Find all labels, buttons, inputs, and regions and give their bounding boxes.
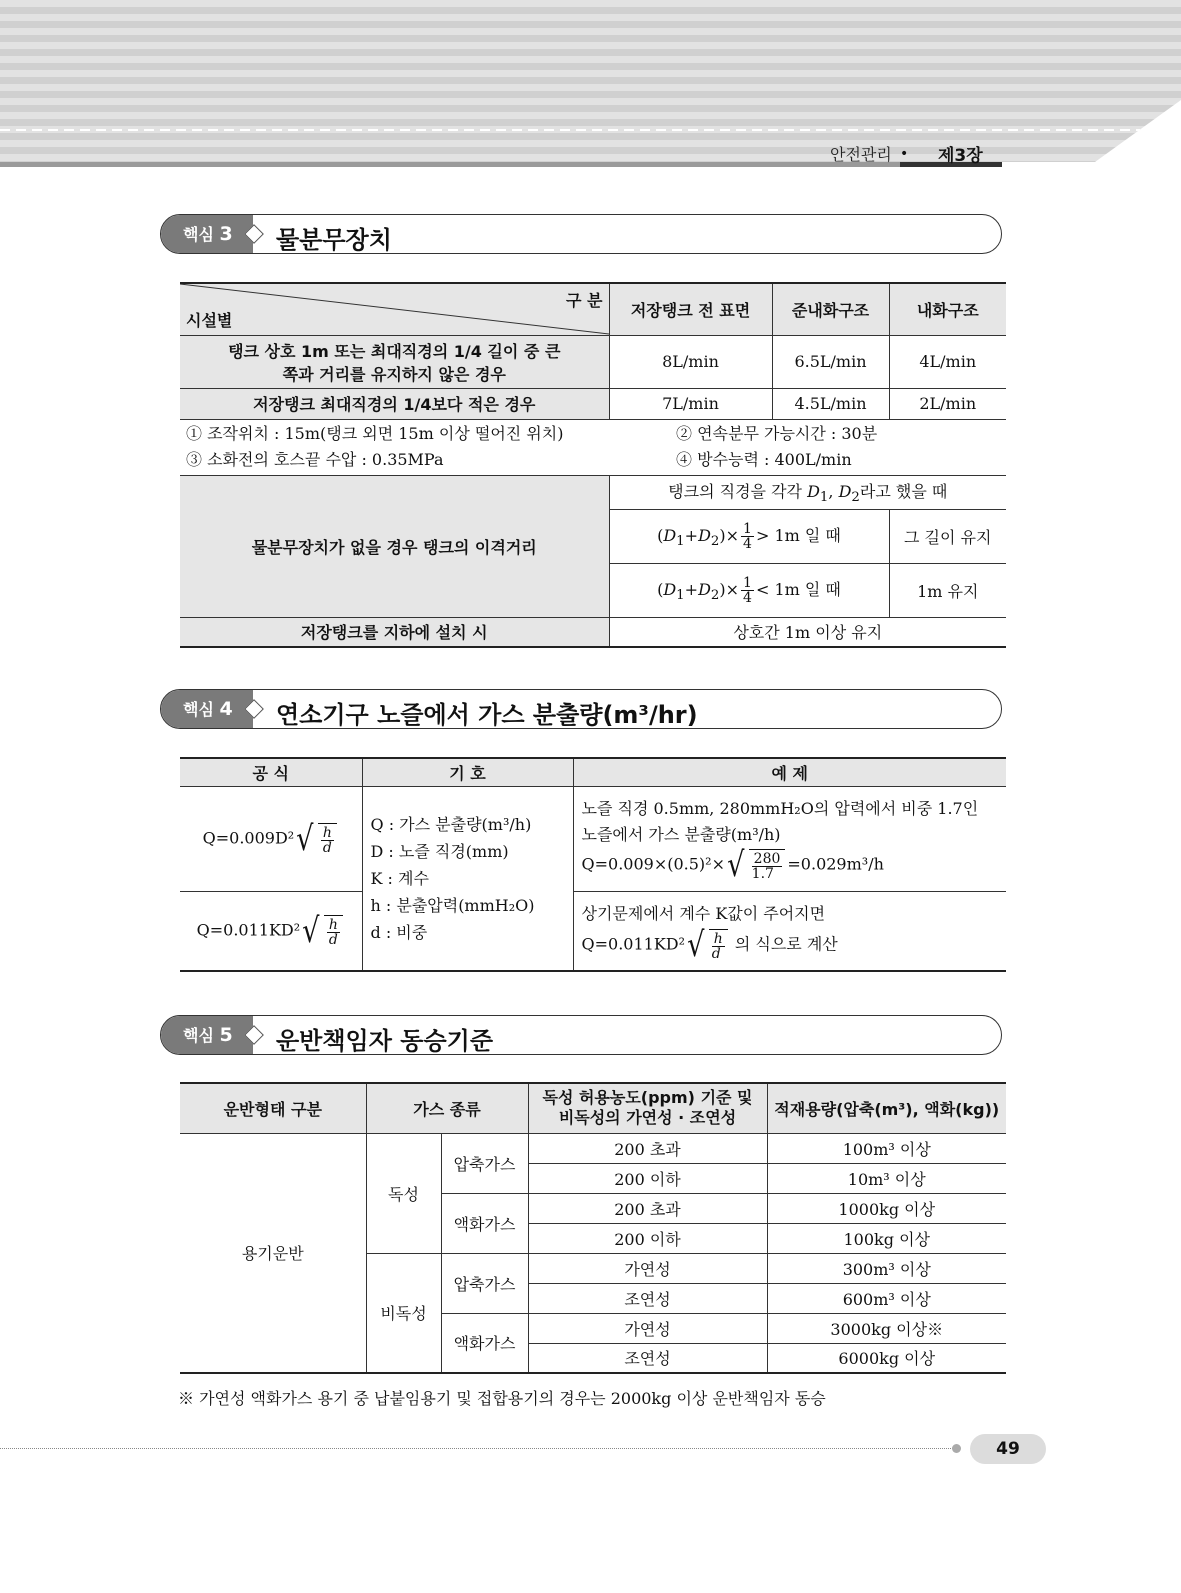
cell: 200 초과: [528, 1133, 767, 1163]
cell: 1m 유지: [889, 563, 1006, 617]
col-header: 내화구조: [889, 283, 1006, 335]
col-header: 예 제: [573, 758, 1006, 786]
header-banner: [0, 0, 1181, 168]
cell: 가연성: [528, 1313, 767, 1343]
section-badge: 핵심 5: [161, 1016, 253, 1054]
col-header: 준내화구조: [772, 283, 889, 335]
example-1: 노즐 직경 0.5mm, 280mmH₂O의 압력에서 비중 1.7인 노즐에서 가스 분출량(m³/h) Q=0.009×(0.5)²× √ $\frac{280}{1.7}$ =0.029m³/h: [573, 786, 1006, 891]
cell: 600m³ 이상: [767, 1283, 1006, 1313]
section-4-header: [160, 689, 1002, 729]
cell: 200 초과: [528, 1193, 767, 1223]
section-title: 물분무장치: [276, 226, 392, 254]
cell: 4.5L/min: [772, 388, 889, 419]
cell: 3000kg 이상※: [767, 1313, 1006, 1343]
header-dot: •: [900, 146, 909, 162]
cell: 10m³ 이상: [767, 1163, 1006, 1193]
row-label: 물분무장치가 없을 경우 탱크의 이격거리: [180, 475, 609, 617]
col-header: 적재용량(압축(m³), 액화(kg)): [767, 1083, 1006, 1133]
water-spray-table: [180, 282, 1006, 648]
cell: 4L/min: [889, 335, 1006, 388]
formula-1: Q=0.009D² √ $\frac{h}{d}$: [180, 786, 362, 891]
section-title: 운반책임자 동승기준: [276, 1027, 494, 1055]
diagonal-header: 구 분 시설별: [180, 283, 609, 335]
cell: 100kg 이상: [767, 1223, 1006, 1253]
cell: 가연성: [528, 1253, 767, 1283]
gas-type: 압축가스: [441, 1133, 528, 1193]
col-header: 공 식: [180, 758, 362, 786]
form-cell: 용기운반: [180, 1133, 366, 1373]
gas-type: 액화가스: [441, 1313, 528, 1373]
formula-lt: $(D_1+D_2)\times$ $\frac{1}{4}$ < 1m 일 때: [609, 563, 889, 617]
cell: 그 길이 유지: [889, 509, 1006, 563]
row-label: 저장탱크를 지하에 설치 시: [180, 617, 609, 647]
cell: 300m³ 이상: [767, 1253, 1006, 1283]
section-badge: 핵심 4: [161, 690, 253, 728]
dist-head: 탱크의 직경을 각각 $D_1$, $D_2$라고 했을 때: [609, 475, 1006, 509]
transport-table: [180, 1082, 1006, 1374]
header-chapter: 제3장: [938, 146, 983, 166]
row-label: 저장탱크 최대직경의 1/4보다 적은 경우: [180, 388, 609, 419]
formula-gt: $(D_1+D_2)\times$ $\frac{1}{4}$ > 1m 일 때: [609, 509, 889, 563]
page-number: 49: [970, 1434, 1046, 1464]
col-header: 기 호: [362, 758, 573, 786]
section-title: 연소기구 노즐에서 가스 분출량(m³/hr): [276, 701, 698, 729]
nontoxic-cell: 비독성: [366, 1253, 441, 1373]
section-5-header: [160, 1015, 1002, 1055]
cell: 7L/min: [609, 388, 772, 419]
section-3-header: [160, 214, 1002, 254]
symbols-cell: Q : 가스 분출량(m³/h) D : 노즐 직경(mm) K : 계수 h : 분출압력(mmH₂O) d : 비중: [362, 786, 573, 971]
section-badge: 핵심 3: [161, 215, 253, 253]
example-2: 상기문제에서 계수 K값이 주어지면 Q=0.011KD² √ $\frac{h}{d}$ 의 식으로 계산: [573, 891, 1006, 971]
header-section: 안전관리: [830, 145, 892, 164]
cell: 8L/min: [609, 335, 772, 388]
footer-dot: [952, 1444, 961, 1453]
col-header: 독성 허용농도(ppm) 기준 및 비독성의 가연성 · 조연성: [528, 1083, 767, 1133]
cell: 200 이하: [528, 1223, 767, 1253]
cell: 1000kg 이상: [767, 1193, 1006, 1223]
col-header: 가스 종류: [366, 1083, 528, 1133]
formula-2: Q=0.011KD² √ $\frac{h}{d}$: [180, 891, 362, 971]
cell: 2L/min: [889, 388, 1006, 419]
gas-type: 액화가스: [441, 1193, 528, 1253]
cell: 100m³ 이상: [767, 1133, 1006, 1163]
footnote: ※ 가연성 액화가스 용기 중 납붙임용기 및 접합용기의 경우는 2000kg 이상 운반책임자 동승: [178, 1389, 826, 1408]
cell: 200 이하: [528, 1163, 767, 1193]
gas-type: 압축가스: [441, 1253, 528, 1313]
cell: 조연성: [528, 1283, 767, 1313]
cell: 상호간 1m 이상 유지: [609, 617, 1006, 647]
footer-line: [0, 1448, 955, 1449]
row-label: 탱크 상호 1m 또는 최대직경의 1/4 길이 중 큰 쪽과 거리를 유지하지 않은 경우: [180, 335, 609, 388]
cell: 6000kg 이상: [767, 1343, 1006, 1373]
cell: 6.5L/min: [772, 335, 889, 388]
cell: 조연성: [528, 1343, 767, 1373]
gas-flow-table: [180, 757, 1006, 972]
toxic-cell: 독성: [366, 1133, 441, 1253]
col-header: 운반형태 구분: [180, 1083, 366, 1133]
col-header: 저장탱크 전 표면: [609, 283, 772, 335]
notes-cell: ① 조작위치 : 15m(탱크 외면 15m 이상 떨어진 위치) ② 연속분무 가능시간 : 30분 ③ 소화전의 호스끝 수압 : 0.35MPa ④ 방수능력 : 400L/min: [180, 419, 1006, 475]
